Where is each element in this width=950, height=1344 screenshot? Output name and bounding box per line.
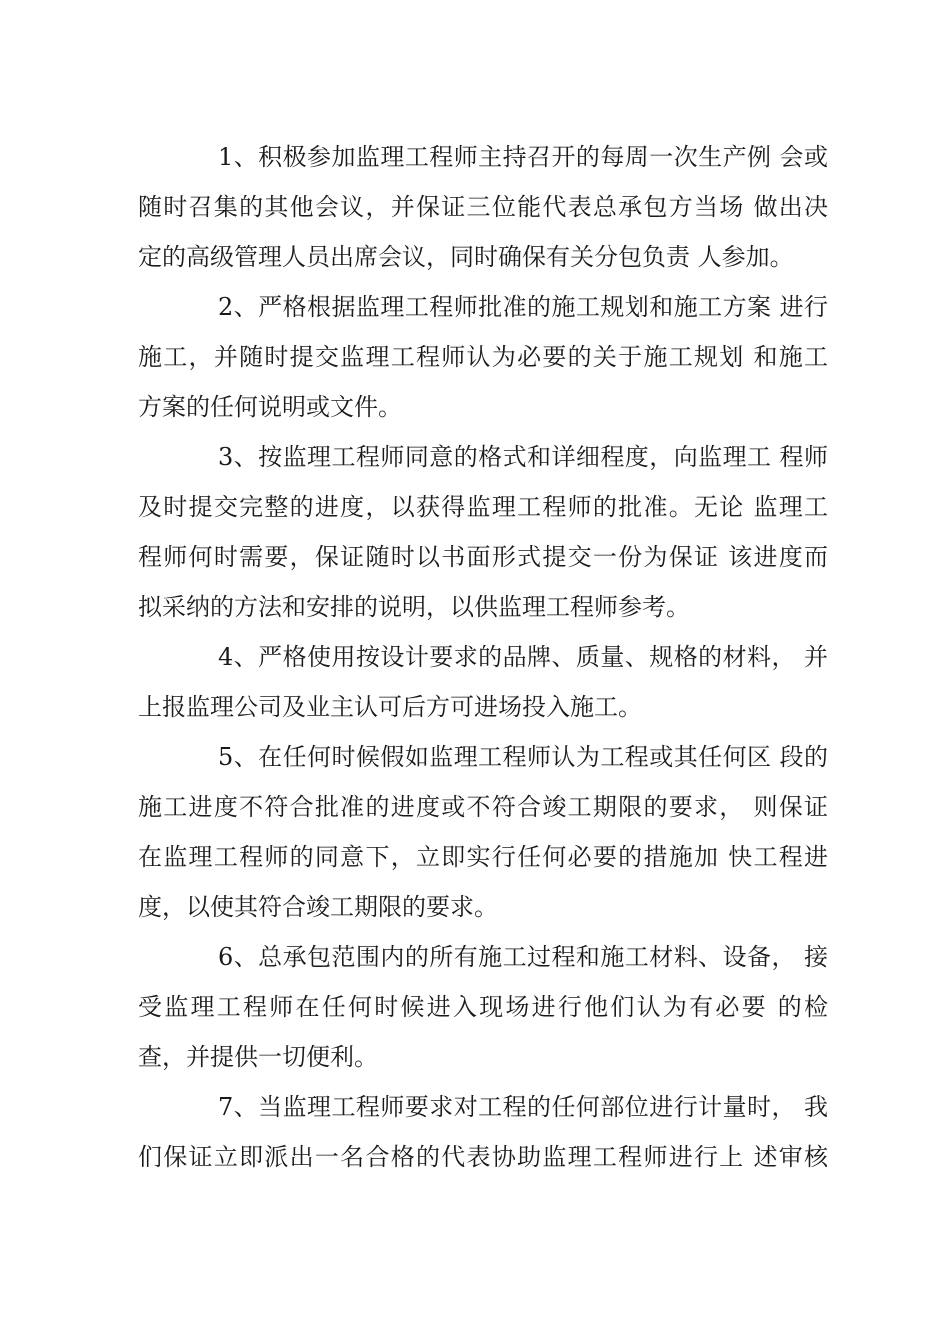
- paragraph-1: [138, 132, 828, 282]
- paragraph-3: [138, 432, 828, 632]
- text-line: 在监理工程师的同意下，立即实行任何必要的措施加 快工程进: [138, 843, 828, 871]
- text-line: 受监理工程师在任何时候进入现场进行他们认为有必要 的检: [138, 993, 828, 1021]
- text-line: 程师何时需要，保证随时以书面形式提交一份为保证 该进度而: [138, 543, 828, 571]
- text-line: 随时召集的其他会议，并保证三位能代表总承包方当场 做出决: [138, 193, 828, 221]
- paragraph-6: [138, 932, 828, 1082]
- text-line: 4、严格使用按设计要求的品牌、质量、规格的材料， 并: [218, 643, 828, 671]
- text-line: 5、在任何时候假如监理工程师认为工程或其任何区 段的: [218, 743, 828, 771]
- paragraph-2: [138, 282, 828, 432]
- text-line: 1、积极参加监理工程师主持召开的每周一次生产例 会或: [218, 143, 828, 171]
- text-line: 施工进度不符合批准的进度或不符合竣工期限的要求， 则保证: [138, 793, 828, 821]
- text-line: 6、总承包范围内的所有施工过程和施工材料、设备， 接: [218, 943, 828, 971]
- paragraph-7: [138, 1082, 828, 1182]
- text-line: 上报监理公司及业主认可后方可进场投入施工。: [138, 693, 642, 721]
- document-body: [138, 132, 828, 1182]
- text-line: 查，并提供一切便利。: [138, 1043, 378, 1071]
- paragraph-5: [138, 732, 828, 932]
- text-line: 2、严格根据监理工程师批准的施工规划和施工方案 进行: [218, 293, 828, 321]
- paragraph-4: [138, 632, 828, 732]
- text-line: 施工，并随时提交监理工程师认为必要的关于施工规划 和施工: [138, 343, 828, 371]
- text-line: 度，以使其符合竣工期限的要求。: [138, 893, 498, 921]
- text-line: 及时提交完整的进度，以获得监理工程师的批准。无论 监理工: [138, 493, 828, 521]
- text-line: 3、按监理工程师同意的格式和详细程度，向监理工 程师: [218, 443, 828, 471]
- text-line: 方案的任何说明或文件。: [138, 393, 402, 421]
- text-line: 定的高级管理人员出席会议，同时确保有关分包负责 人参加。: [138, 243, 794, 271]
- text-line: 7、当监理工程师要求对工程的任何部位进行计量时， 我: [218, 1093, 828, 1121]
- text-line: 拟采纳的方法和安排的说明，以供监理工程师参考。: [138, 593, 690, 621]
- text-line: 们保证立即派出一名合格的代表协助监理工程师进行上 述审核: [138, 1143, 828, 1171]
